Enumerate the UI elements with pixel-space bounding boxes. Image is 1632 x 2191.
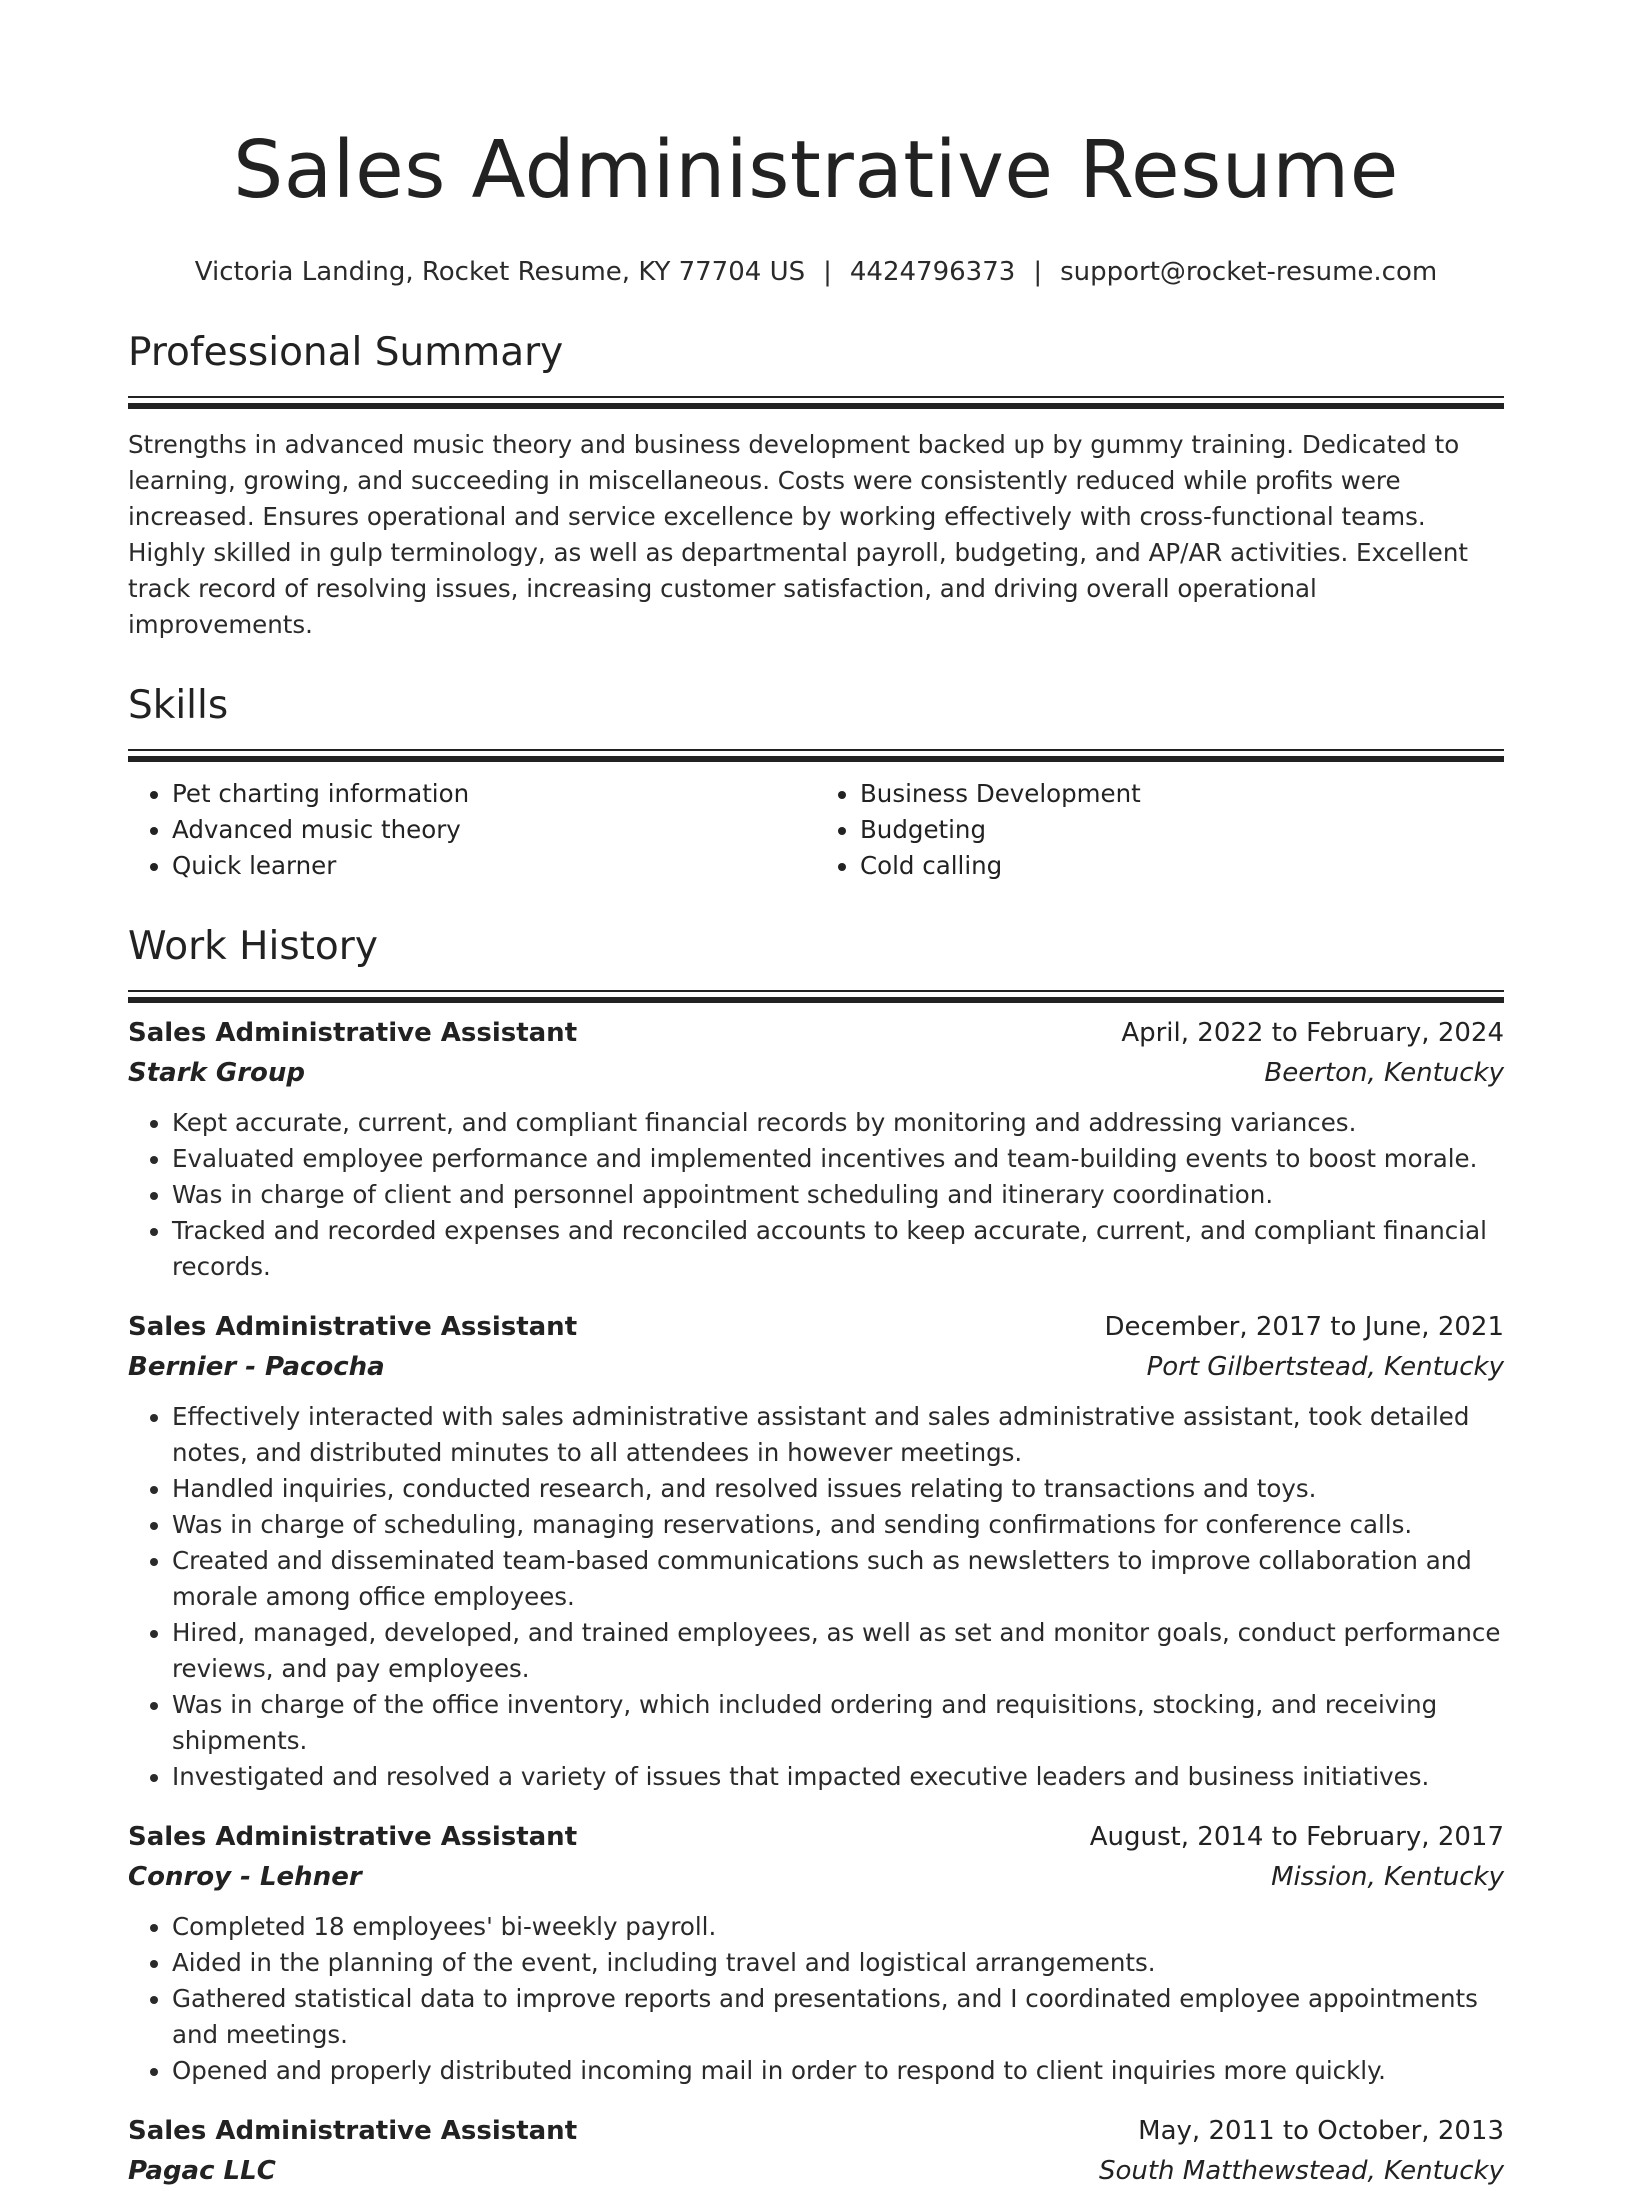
job-location: Port Gilbertstead, Kentucky — [1146, 1352, 1504, 1382]
job-title: Sales Administrative Assistant — [128, 1018, 578, 1048]
section-divider — [128, 990, 1504, 992]
job-subheader — [128, 1347, 1504, 1387]
skill-item: • Quick learner — [172, 848, 816, 884]
job-entry — [128, 1013, 1504, 1285]
job-subheader — [128, 1857, 1504, 1897]
job-bullet: • Was in charge of scheduling, managing reservations, and sending confirmations for conference calls. — [172, 1507, 1504, 1543]
job-location: Mission, Kentucky — [1271, 1862, 1504, 1892]
job-bullet: • Effectively interacted with sales administrative assistant and sales administrative assistant, took detailed notes, and distributed minutes to all attendees in however meetings. — [172, 1399, 1504, 1471]
skill-item: • Advanced music theory — [172, 812, 816, 848]
work-section-header — [128, 922, 1504, 1003]
job-bullet: • Was in charge of the office inventory, which included ordering and requisitions, stocking, and receiving shipments. — [172, 1687, 1504, 1759]
job-dates: April, 2022 to February, 2024 — [1121, 1018, 1504, 1048]
job-dates: August, 2014 to February, 2017 — [1089, 1822, 1504, 1852]
job-bullet: • Tracked and recorded expenses and reconciled accounts to keep accurate, current, and compliant financial records. — [172, 1213, 1504, 1285]
job-company: Stark Group — [128, 1058, 306, 1088]
job-header — [128, 2111, 1504, 2151]
summary-text: Strengths in advanced music theory and business development backed up by gummy training. Dedicated to learning, growing, and succeeding in miscellaneous. Costs were consistently reduced while profits were increased. Ensures operational and service excellence by working effectively with cross-functional teams. Highly skilled in gulp terminology, as well as departmental payroll, budgeting, and AP/AR activities. Excellent track record of resolving issues, increasing customer satisfaction, and driving overall operational improvements. — [128, 430, 1468, 639]
job-bullet: • Gathered statistical data to improve reports and presentations, and I coordinated employee appointments and meetings. — [172, 1981, 1504, 2053]
skills-column-right — [816, 776, 1504, 884]
job-entry — [128, 1817, 1504, 2089]
job-bullet: • Investigated and resolved a variety of issues that impacted executive leaders and business initiatives. — [172, 1759, 1504, 1795]
skills-list — [128, 776, 1504, 884]
section-divider — [128, 756, 1504, 762]
job-subheader — [128, 2151, 1504, 2191]
job-company: Bernier - Pacocha — [128, 1352, 385, 1382]
job-dates: December, 2017 to June, 2021 — [1104, 1312, 1504, 1342]
job-bullets — [128, 1399, 1504, 1795]
job-bullet: • Evaluated employee performance and implemented incentives and team-building events to boost morale. — [172, 1141, 1504, 1177]
job-company: Conroy - Lehner — [128, 1862, 362, 1892]
skill-item: • Business Development — [860, 776, 1504, 812]
contact-phone: 4424796373 — [849, 257, 1016, 287]
job-bullet: • Created and disseminated team-based communications such as newsletters to improve collaboration and morale among office employees. — [172, 1543, 1504, 1615]
section-divider — [128, 403, 1504, 409]
summary-section-header — [128, 328, 1504, 409]
skill-item: • Cold calling — [860, 848, 1504, 884]
contact-line — [128, 254, 1504, 290]
job-header — [128, 1817, 1504, 1857]
job-location: South Matthewstead, Kentucky — [1098, 2156, 1504, 2186]
job-company: Pagac LLC — [128, 2156, 276, 2186]
job-bullets — [128, 1105, 1504, 1285]
job-bullet: • Aided in the planning of the event, including travel and logistical arrangements. — [172, 1945, 1504, 1981]
skills-heading: Skills — [128, 683, 229, 728]
job-entry — [128, 2111, 1504, 2191]
section-divider — [128, 749, 1504, 751]
job-location: Beerton, Kentucky — [1264, 1058, 1504, 1088]
skills-section-header — [128, 681, 1504, 762]
job-title: Sales Administrative Assistant — [128, 2116, 578, 2146]
section-divider — [128, 396, 1504, 398]
contact-separator: | — [1033, 257, 1043, 287]
job-title: Sales Administrative Assistant — [128, 1312, 578, 1342]
job-entry — [128, 1307, 1504, 1795]
job-subheader — [128, 1053, 1504, 1093]
job-bullet: • Completed 18 employees' bi-weekly payroll. — [172, 1909, 1504, 1945]
resume-title: Sales Administrative Resume — [233, 124, 1399, 216]
job-bullet: • Handled inquiries, conducted research, and resolved issues relating to transactions and toys. — [172, 1471, 1504, 1507]
job-header — [128, 1307, 1504, 1347]
job-bullet: • Hired, managed, developed, and trained employees, as well as set and monitor goals, conduct performance reviews, and pay employees. — [172, 1615, 1504, 1687]
section-divider — [128, 997, 1504, 1003]
job-bullet: • Was in charge of client and personnel appointment scheduling and itinerary coordination. — [172, 1177, 1504, 1213]
skill-item: • Pet charting information — [172, 776, 816, 812]
job-bullet: • Kept accurate, current, and compliant financial records by monitoring and addressing variances. — [172, 1105, 1504, 1141]
job-title: Sales Administrative Assistant — [128, 1822, 578, 1852]
job-bullets — [128, 1909, 1504, 2089]
summary-heading: Professional Summary — [128, 330, 564, 375]
skill-item: • Budgeting — [860, 812, 1504, 848]
job-header — [128, 1013, 1504, 1053]
contact-separator: | — [823, 257, 832, 287]
job-dates: May, 2011 to October, 2013 — [1138, 2116, 1504, 2146]
work-heading: Work History — [128, 924, 378, 969]
contact-address: Victoria Landing, Rocket Resume, KY 77704 US — [194, 257, 806, 287]
contact-email: support@rocket-resume.com — [1060, 257, 1438, 287]
skills-column-left — [128, 776, 816, 884]
job-bullet: • Opened and properly distributed incoming mail in order to respond to client inquiries more quickly. — [172, 2053, 1504, 2089]
